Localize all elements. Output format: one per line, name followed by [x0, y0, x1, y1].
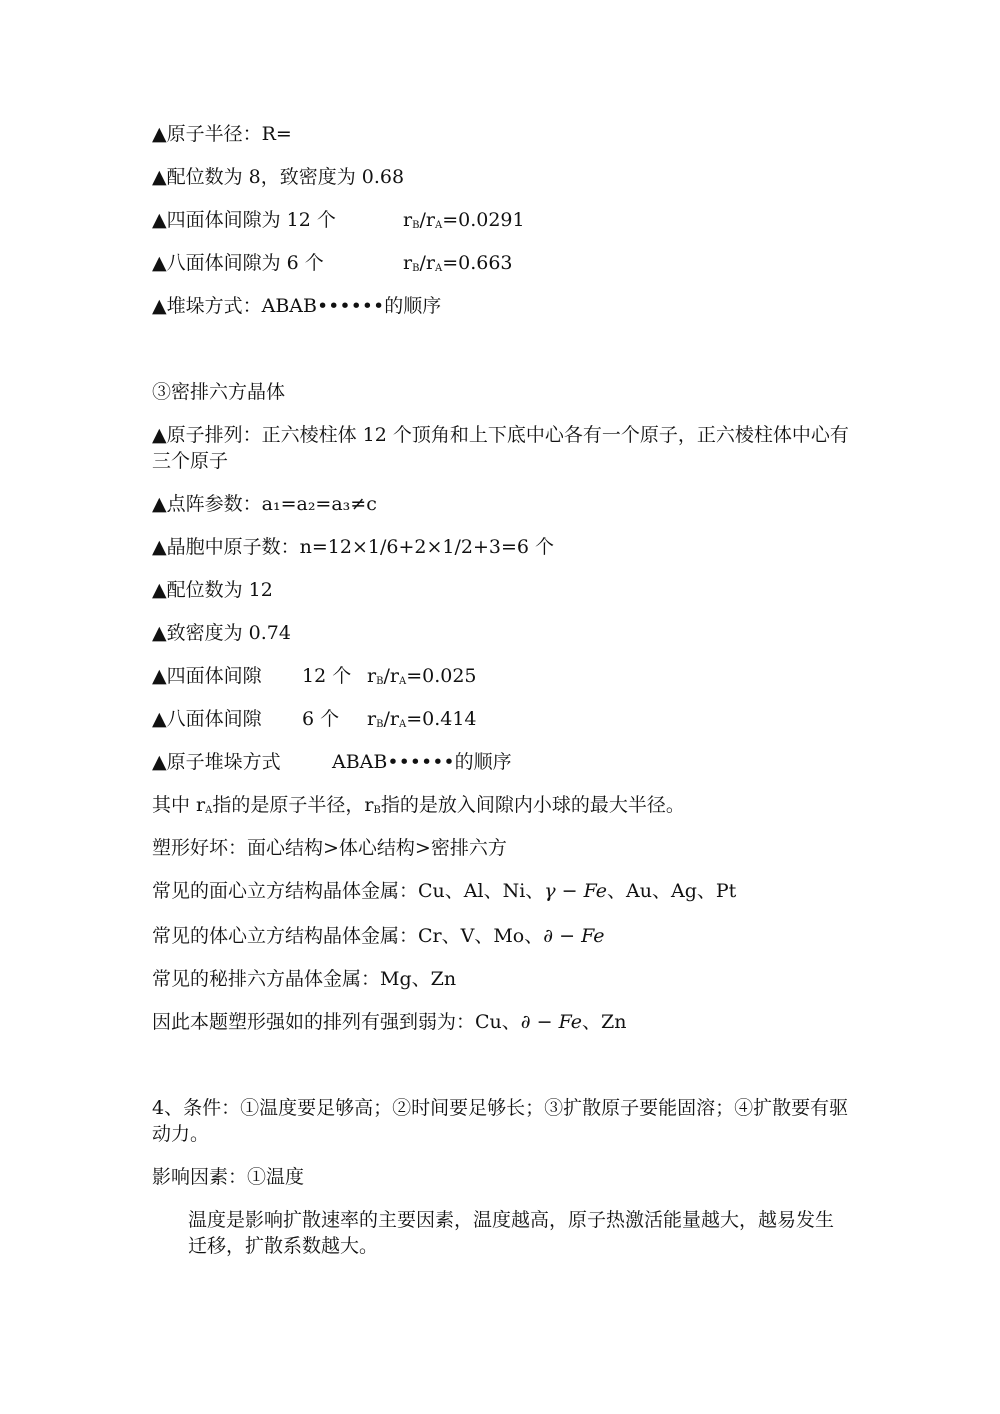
bcc-tetra-line	[152, 207, 852, 233]
bcc-coordination: ▲配位数为 8，致密度为 0.68	[152, 166, 405, 188]
hcp-tetra-ratio: $r_B/r_A=0.025$	[367, 665, 477, 687]
hcp-octa-label: ▲八面体间隙	[152, 708, 262, 730]
bcc-octa-line	[152, 250, 852, 276]
hcp-lattice-line	[152, 491, 852, 517]
hcp-coordination: ▲配位数为 12	[152, 579, 273, 601]
fcc-metals: 常见的面心立方结构晶体金属：Cu、Al、Ni、γ − Fe、Au、Ag、Pt	[152, 880, 737, 902]
hcp-atoms-per-cell: ▲晶胞中原子数：n=12×1/6+2×1/2+3=6 个	[152, 536, 555, 558]
bcc-octa-ratio: $r_B/r_A=0.663$	[403, 252, 513, 274]
bcc-tetra-ratio: $r_B/r_A=0.0291$	[403, 209, 525, 231]
hcp-tetra-count: 12 个	[302, 665, 352, 687]
bcc-metals: 常见的体心立方结构晶体金属：Cr、V、Mo、∂ − Fe	[152, 925, 605, 947]
gamma-fe-formula: γ − Fe	[544, 880, 608, 902]
plasticity-order: 因此本题塑形强如的排列有强到弱为：Cu、∂ − Fe、Zn	[152, 1011, 627, 1033]
hcp-tetra-line	[152, 663, 852, 689]
hcp-packing: ▲致密度为 0.74	[152, 622, 291, 644]
plasticity-note: 塑形好坏：面心结构>体心结构>密排六方	[152, 837, 507, 859]
hcp-lattice-formula: a₁=a₂=a₃≠c	[261, 493, 377, 515]
hcp-stacking-line	[152, 749, 852, 775]
radius-note: 其中 $r_A$指的是原子半径，$r_B$指的是放入间隙内小球的最大半径。	[152, 794, 685, 816]
hcp-tetra-label: ▲四面体间隙	[152, 665, 262, 687]
temperature-paragraph: 温度是影响扩散速率的主要因素，温度越高，原子热激活能量越大，越易发生迁移，扩散系数越大。	[188, 1209, 835, 1257]
hcp-stacking-value: ABAB••••••的顺序	[332, 751, 512, 773]
bcc-octa-label: ▲八面体间隙为 6 个	[152, 252, 324, 274]
hcp-lattice-label: ▲点阵参数：	[152, 493, 262, 515]
hcp-octa-count: 6 个	[302, 708, 340, 730]
diffusion-conditions: 4、条件：①温度要足够高；②时间要足够长；③扩散原子要能固溶；④扩散要有驱动力。	[152, 1097, 849, 1145]
hcp-arrangement: ▲原子排列：正六棱柱体 12 个顶角和上下底中心各有一个原子，正六棱柱体中心有三个原子	[152, 424, 849, 472]
delta-fe-formula: ∂ − Fe	[543, 925, 605, 947]
hcp-octa-line	[152, 706, 852, 732]
bcc-stacking: ▲堆垛方式：ABAB••••••的顺序	[152, 295, 442, 317]
hcp-octa-ratio: $r_B/r_A=0.414$	[367, 708, 477, 730]
hcp-heading: ③密排六方晶体	[152, 381, 286, 403]
hcp-stacking-label: ▲原子堆垛方式	[152, 751, 281, 773]
bcc-tetra-label: ▲四面体间隙为 12 个	[152, 209, 336, 231]
diffusion-factors: 影响因素：①温度	[152, 1166, 305, 1188]
hcp-metals: 常见的秘排六方晶体金属：Mg、Zn	[152, 968, 457, 990]
delta-fe-formula-2: ∂ − Fe	[520, 1011, 582, 1033]
atomic-radius: ▲原子半径：R=	[152, 123, 292, 145]
